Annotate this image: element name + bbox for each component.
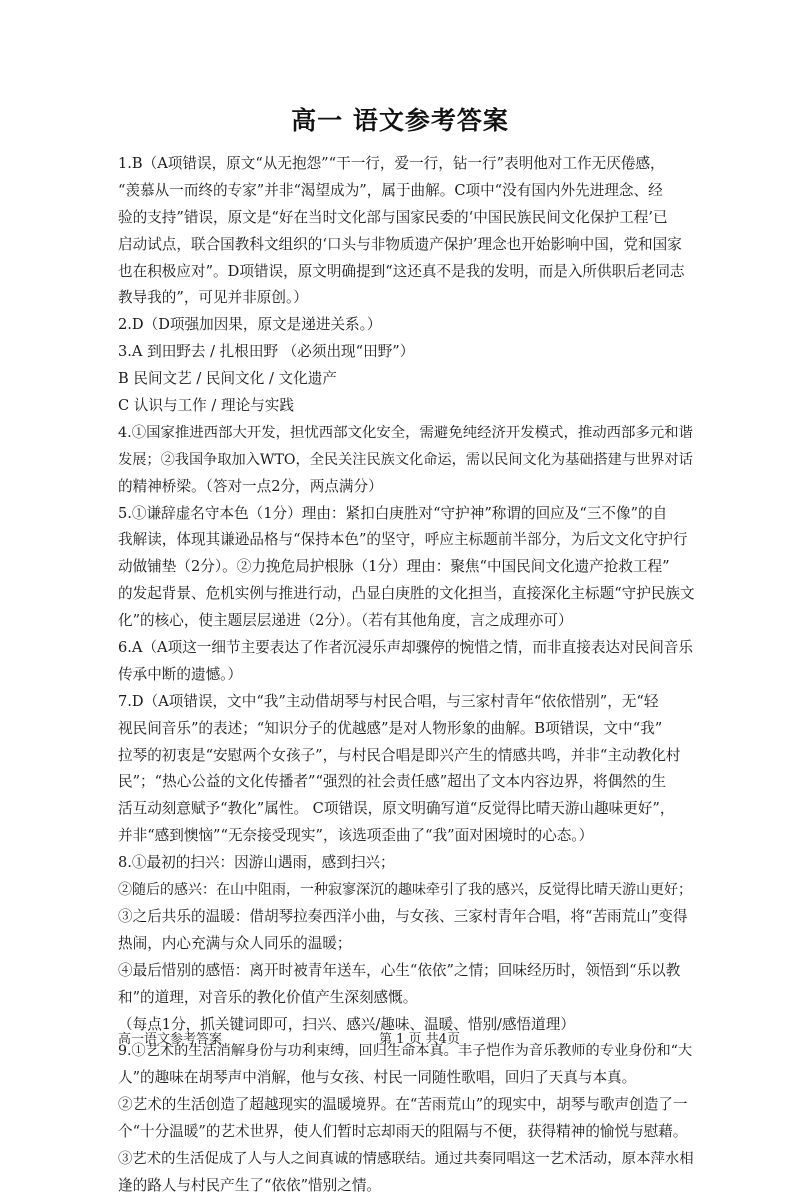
answer-line: 人”的趣味在胡琴声中消解，他与女孩、村民一同随性歌唱，回归了天真与本真。 <box>118 1069 637 1087</box>
answer-line: 逢的路人与村民产生了“依依”惜别之情。 <box>118 1176 382 1194</box>
answer-line: 4.①国家推进西部大开发，担忧西部文化安全，需避免纯经济开发模式，推动西部多元和谐 <box>118 424 693 441</box>
answer-line: ②艺术的生活创造了超越现实的温暖境界。在“苦雨荒山”的现实中，胡琴与歌声创造了一 <box>118 1096 688 1114</box>
footer-document-name: 高一语文参考答案 <box>118 1032 223 1047</box>
answer-line: ②随后的感兴：在山中阻雨，一种寂寥深沉的趣味牵引了我的感兴，反觉得比晴天游山更好； <box>118 882 692 899</box>
answer-line: “羡慕从一而终的专家”并非“渴望成为”，属于曲解。C项中“没有国内外先进理念、经 <box>118 181 663 199</box>
answer-line: 的发起背景、危机实例与推进行动，凸显白庚胜的文化担当，直接深化主标题“守护民族文 <box>118 585 695 603</box>
answer-line: ③之后共乐的温暖：借胡琴拉奏西洋小曲，与女孩、三家村青年合唱，将“苦雨荒山”变得 <box>118 907 688 925</box>
answer-line: 也在积极应对”。D项错误，原文明确提到“这还真不是我的发明，而是入所供职后老同志 <box>118 262 685 280</box>
answer-line: （每点1分，抓关键词即可，扫兴、感兴/趣味、温暖、惜别/感悟道理） <box>118 1015 575 1033</box>
answer-line: 1.B（A项错误，原文“从无抱怨”“干一行，爱一行，钻一行”表明他对工作无厌倦感， <box>118 155 665 172</box>
answer-line: 6.A（A项这一细节主要表达了作者沉浸乐声却骤停的惋惜之情，而非直接表达对民间音乐 <box>118 639 693 657</box>
answer-line: 并非“感到懊恼”“无奈接受现实”，该选项歪曲了“我”面对困境时的心态。） <box>118 827 594 845</box>
answer-line: 热闹，内心充满与众人同乐的温暖； <box>118 934 352 952</box>
answer-line: 拉琴的初衷是“安慰两个女孩子”，与村民合唱是即兴产生的情感共鸣，并非“主动教化村 <box>118 746 681 764</box>
answer-line: 教导我的”，可见并非原创。） <box>118 289 308 307</box>
answer-line: 活互动刻意赋予“教化”属性。 C项错误，原文明确写道“反觉得比晴天游山趣味更好”， <box>118 800 675 818</box>
answer-line: 5.①谦辞虚名守本色（1分）理由：紧扣白庚胜对“守护神”称谓的回应及“三不像”的自 <box>118 504 668 522</box>
answer-line: 个“十分温暖”的艺术世界，使人们暂时忘却雨天的阻隔与不便，获得精神的愉悦与慰藉。 <box>118 1123 688 1141</box>
answer-line: ④最后惜别的感悟：离开时被青年送车，心生“依依”之情；回味经历时，领悟到“乐以教 <box>118 961 681 979</box>
page-title: 高一 语文参考答案 <box>291 106 509 135</box>
answer-line: C 认识与工作 / 理论与实践 <box>118 397 294 415</box>
answer-line: 化”的核心，使主题层层递进（2分）。（若有其他角度，言之成理亦可） <box>118 612 573 630</box>
answer-line: 民”；“热心公益的文化传播者”“强烈的社会责任感”超出了文本内容边界，将偶然的生 <box>118 773 667 791</box>
answer-line: 传承中断的遗憾。） <box>118 665 243 683</box>
answer-line: 启动试点，联合国教科文组织的‘口头与非物质遗产保护’理念也开始影响中国，党和国家 <box>118 235 682 253</box>
answer-line: 7.D（A项错误，文中“我”主动借胡琴与村民合唱，与三家村青年“依依惜别”，无“轻 <box>118 692 659 710</box>
answer-line: 8.①最初的扫兴：因游山遇雨，感到扫兴； <box>118 854 395 872</box>
answer-line: 验的支持”错误，原文是“好在当时文化部与国家民委的‘中国民族民间文化保护工程’已 <box>118 208 668 226</box>
answer-line: 视民间音乐”的表述；“知识分子的优越感”是对人物形象的曲解。B项错误，文中“我” <box>118 719 663 737</box>
answer-line: B 民间文艺 / 民间文化 / 文化遗产 <box>118 370 337 388</box>
answer-line: 我解读，体现其谦逊品格与“保持本色”的坚守，呼应主标题前半部分，为后文文化守护行 <box>118 531 688 549</box>
answer-line: 9.①艺术的生活消解身份与功利束缚，回归生命本真。丰子恺作为音乐教师的专业身份和“大 <box>118 1043 693 1060</box>
answer-line: 和”的道理，对音乐的教化价值产生深刻感慨。 <box>118 988 418 1006</box>
answer-line: 发展；②我国争取加入WTO，全民关注民族文化命运，需以民间文化为基础搭建与世界对话 <box>118 451 693 468</box>
answer-line: 的精神桥梁。（答对一点2分，两点满分） <box>118 477 383 495</box>
answer-line: 动做铺垫（2分）。②力挽危局护根脉（1分）理由：聚焦“中国民间文化遗产抢救工程” <box>118 558 670 576</box>
answer-line: 2.D（D项强加因果，原文是递进关系。） <box>118 316 382 334</box>
answer-line: ③艺术的生活促成了人与人之间真诚的情感联结。通过共奏同唱这一艺术活动，原本萍水相 <box>118 1150 694 1167</box>
answer-line: 3.A 到田野去 / 扎根田野 （必须出现“田野”） <box>118 343 415 361</box>
footer-page-number: 第 1 页 共4页 <box>379 1032 460 1047</box>
